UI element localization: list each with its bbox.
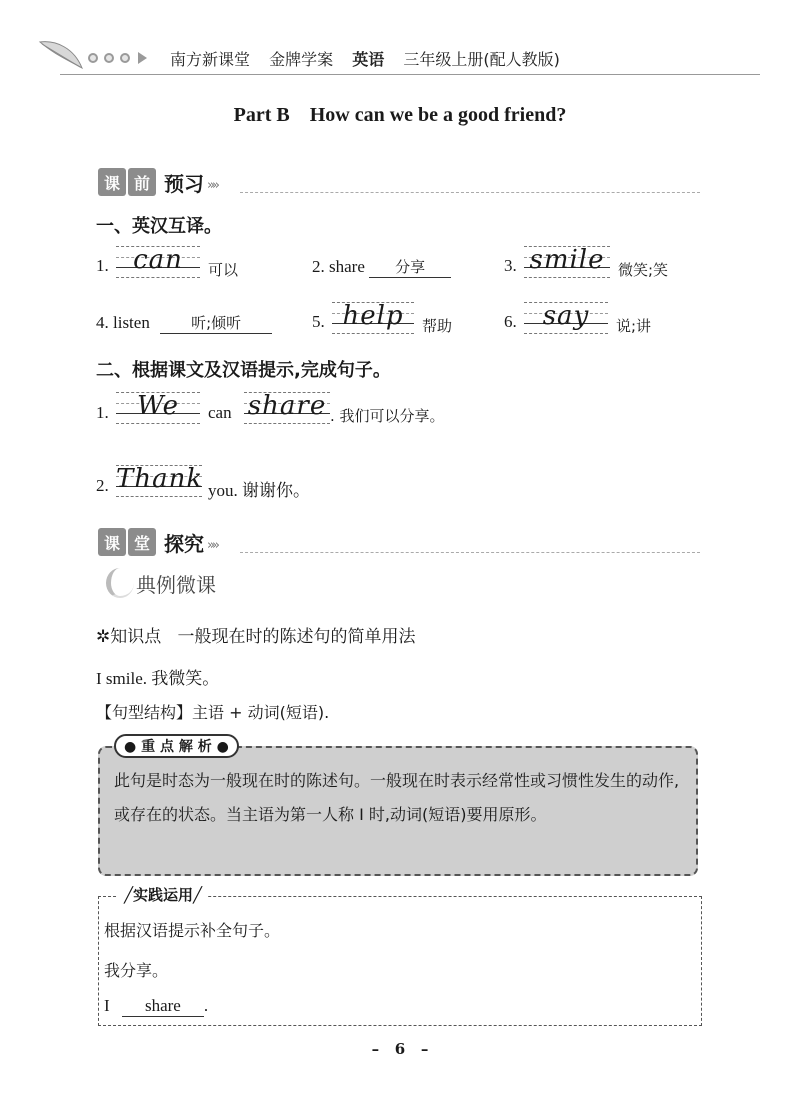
header-divider (60, 74, 760, 75)
section-banner-explore (98, 526, 217, 558)
key-analysis-badge: ● 重 点 解 析 ● (114, 734, 239, 758)
example-sentence: I smile. 我微笑。 (96, 669, 220, 688)
answer-text: can (133, 245, 183, 275)
banner-rule (240, 192, 700, 193)
header-dots (88, 52, 147, 64)
subhead (106, 568, 216, 598)
handwriting-answer (116, 465, 202, 497)
answer-text: help (342, 301, 404, 331)
handwriting-answer (524, 302, 608, 334)
practice-instruction: 根据汉语提示补全句子。 (104, 921, 281, 940)
section-banner-preview (98, 166, 217, 198)
page-header (0, 30, 800, 90)
banner-title: 预习 (164, 171, 204, 196)
handwriting-answer (332, 302, 414, 334)
key-analysis-text: 此句是时态为一般现在时的陈述句。一般现在时表示经常性或习惯性发生的动作,或存在的状态。当主语为第一人称 I 时,动词(短语)要用原形。 (114, 771, 680, 824)
series-name: 金牌学案 (269, 50, 334, 69)
part-title: Part B How can we be a good friend? (233, 104, 567, 126)
practice-answer: share (122, 996, 204, 1017)
question-heading: 二、根据课文及汉语提示,完成句子。 (96, 360, 391, 381)
item-number: 1. (96, 256, 109, 275)
item-number: 5. (312, 312, 325, 331)
practice-chinese: 我分享。 (104, 961, 169, 980)
practice-label: ╱实践运用╱ (118, 884, 208, 905)
answer-text: share (247, 391, 327, 421)
banner-chip: 课 (98, 528, 126, 556)
banner-rule (240, 552, 700, 553)
item-number: 2. (312, 257, 325, 276)
page-number: – 6 – (371, 1040, 429, 1058)
answer-text: smile (529, 245, 605, 275)
structure-line: 【句型结构】主语 + 动词(短语). (96, 703, 330, 722)
answer-blank: 听;倾听 (160, 312, 272, 334)
handwriting-answer (116, 246, 200, 278)
subject-name: 英语 (352, 50, 385, 69)
grade-name: 三年级上册(配人教版) (403, 50, 560, 69)
item-prompt: listen (113, 313, 150, 332)
handwriting-answer (244, 392, 330, 424)
answer-text: We (137, 391, 179, 421)
handwriting-answer (116, 392, 200, 424)
double-chevron-icon: »» (207, 177, 217, 193)
item-number: 2. (96, 476, 109, 495)
item-prompt: share (329, 257, 365, 276)
item-number: 4. (96, 313, 109, 332)
practice-prefix: I (104, 996, 110, 1015)
dot-icon (104, 53, 114, 63)
answer-text: Thank (116, 464, 204, 494)
feather-icon (38, 38, 84, 74)
banner-chip: 前 (128, 168, 156, 196)
item-meaning: 说;讲 (616, 317, 652, 335)
banner-chip: 堂 (128, 528, 156, 556)
banner-title: 探究 (164, 531, 204, 556)
item-meaning: 微笑;笑 (618, 261, 669, 279)
practice-sentence (104, 996, 208, 1017)
play-arrow-icon (138, 52, 147, 64)
crescent-icon (106, 568, 134, 598)
sentence-tail: . 我们可以分享。 (330, 407, 445, 425)
answer-blank: 分享 (369, 256, 451, 278)
practice-suffix: . (203, 996, 209, 1015)
item-meaning: 帮助 (422, 317, 453, 335)
double-chevron-icon: »» (207, 537, 217, 553)
dot-icon (120, 53, 130, 63)
handwriting-answer (524, 246, 610, 278)
book-name: 南方新课堂 (170, 50, 251, 69)
sentence-word: can (208, 403, 232, 422)
banner-chip: 课 (98, 168, 126, 196)
subhead-title: 典例微课 (136, 572, 216, 597)
item-meaning: 可以 (208, 261, 239, 279)
question-heading: 一、英汉互译。 (96, 216, 222, 237)
header-title (170, 47, 574, 70)
item-number: 6. (504, 312, 517, 331)
dot-icon (88, 53, 98, 63)
item-number: 3. (504, 256, 517, 275)
item-number: 1. (96, 403, 109, 422)
answer-text: say (542, 301, 590, 331)
knowledge-point: ✲知识点 一般现在时的陈述句的简单用法 (96, 627, 416, 647)
sentence-tail: you. 谢谢你。 (208, 481, 310, 500)
